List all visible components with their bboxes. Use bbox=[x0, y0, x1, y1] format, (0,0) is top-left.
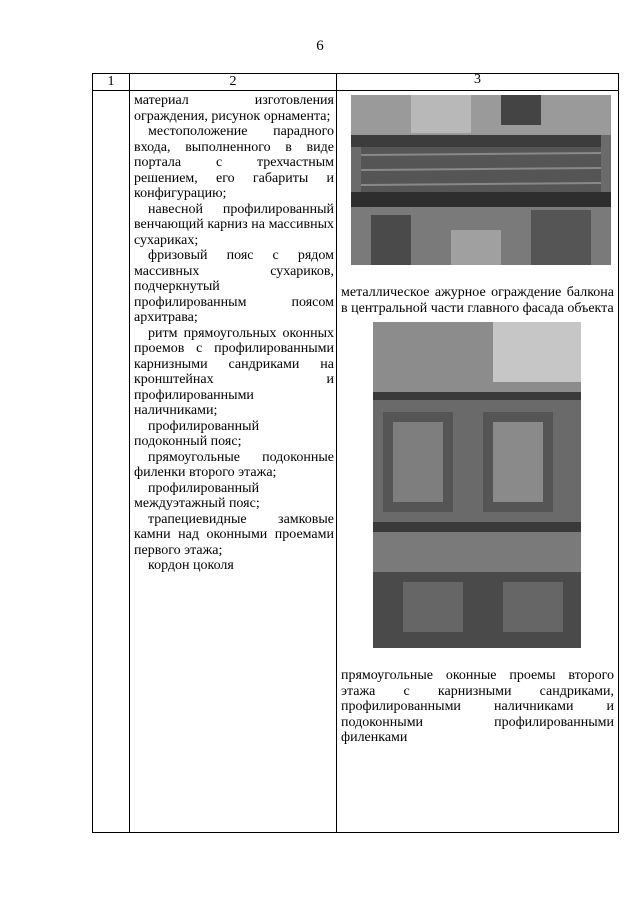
list-item: фризовый пояс с рядом массивных сухариков, подчеркнутый профилированным поясом архитрава; bbox=[134, 248, 334, 325]
windows-caption: прямоугольные оконные проемы второго этажа с карнизными сандриками, профилированными наличниками и подоконными профилированными филенками bbox=[341, 668, 614, 745]
monument-features-table bbox=[92, 73, 619, 833]
list-item: трапециевидные замковые камни над оконными проемами первого этажа; bbox=[134, 511, 334, 558]
header-col-3: 3 bbox=[337, 74, 619, 91]
header-col-2: 2 bbox=[130, 74, 337, 91]
table-body-row bbox=[93, 91, 619, 833]
table-header-row bbox=[93, 74, 619, 91]
list-item: прямоугольные подоконные филенки второго этажа; bbox=[134, 449, 334, 480]
windows-photo bbox=[373, 322, 581, 648]
list-item: ритм прямоугольных оконных проемов с профилированными карнизными сандриками на кронштейнах и профилированными наличниками; bbox=[134, 325, 334, 418]
list-item: профилированный подоконный пояс; bbox=[134, 418, 260, 449]
header-col-1: 1 bbox=[93, 74, 130, 91]
photo-column bbox=[337, 91, 618, 746]
body-col-1 bbox=[93, 91, 130, 833]
list-item: местоположение парадного входа, выполненного в виде портала с трехчастным решением, его габариты и конфигурацию; bbox=[134, 124, 334, 201]
balcony-photo bbox=[351, 95, 611, 265]
list-item: кордон цоколя bbox=[148, 558, 234, 573]
list-item: профилированный междуэтажный пояс; bbox=[134, 480, 260, 511]
balcony-caption: металлическое ажурное ограждение балкона в центральной части главного фасада объекта bbox=[341, 285, 614, 316]
body-col-3 bbox=[337, 91, 619, 833]
body-col-2 bbox=[130, 91, 337, 833]
list-item: материал изготовления ограждения, рисунок орнамента; bbox=[134, 93, 334, 124]
features-list bbox=[130, 91, 336, 574]
list-item: навесной профилированный венчающий карниз на массивных сухариках; bbox=[134, 201, 334, 248]
page-number: 6 bbox=[316, 38, 324, 54]
